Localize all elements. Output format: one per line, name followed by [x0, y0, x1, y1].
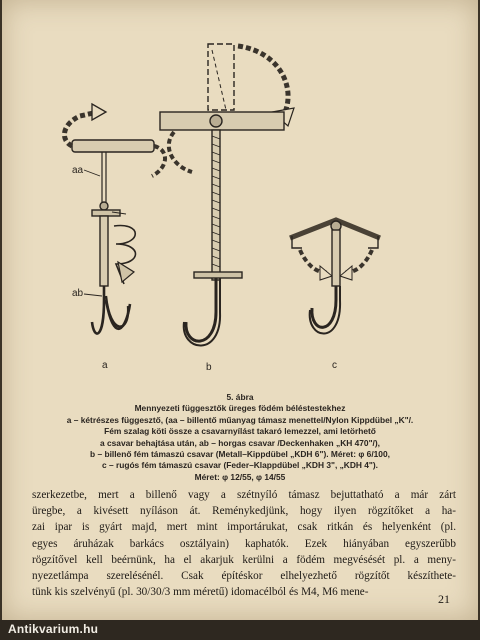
text-line: üregbe, a kivésett nyíláson át. Reménykedjünk, hogy ilyen rögzítőket a ha- — [32, 505, 456, 518]
caption-line: Fém szalag köti össze a csavarnyílást takaró lemezzel, ami letörhető — [104, 426, 376, 437]
figure-caption — [30, 392, 450, 483]
text-line: egyes áruházak barkács osztályain) kaphatók. Ezek hiányában egyszerűbb — [32, 537, 456, 550]
caption-line: a csavar behajtása után, ab – horgas csavar /Deckenhaken „KH 470"/), — [99, 437, 380, 448]
text-line: zai ipar is gyárt majd, mert mint importárukat, csak ritkán és helyenként (pl. — [32, 521, 456, 534]
fig-a-screw — [100, 216, 108, 286]
caption-line: Méret: φ 12/55, φ 14/55 — [194, 471, 286, 482]
watermark-bar — [0, 620, 480, 640]
caption-title: 5. ábra — [226, 392, 254, 402]
text-line: szerkezetbe, mert a billenő vagy a szétnyíló támasz bejuttatható a már zárt — [32, 489, 456, 501]
text-line: nyezetlámpa szerelésénél. Csak építéskor elhelyezhető rögzítőt készíthete- — [32, 570, 456, 583]
text-line: rögzítővel kell beérnünk, ha el akarjuk kerülni a födém megvésését pl. a meny- — [32, 553, 456, 566]
watermark-text: Antikvarium.hu — [8, 622, 99, 636]
label-b: b — [206, 362, 212, 373]
caption-subtitle: Mennyezeti függesztők üreges födém béléstestekhez — [134, 403, 346, 414]
label-a: a — [102, 360, 108, 371]
text-line: tünk kis szelvényű (pl. 30/30/3 mm méretű) idomacélból és M4, M6 mene- — [32, 586, 369, 599]
fig-a-hook — [92, 286, 130, 334]
figure-b — [160, 44, 294, 346]
fig-c-rod — [332, 230, 340, 286]
fig-b-rotation-arc-2 — [169, 132, 192, 172]
fig-a-washer — [92, 210, 120, 216]
figure-c — [290, 220, 380, 334]
fig-a-arrow — [92, 104, 106, 120]
book-page — [2, 0, 478, 620]
fig-b-washer — [194, 272, 242, 278]
caption-line: b – billenő fém támaszú csavar (Metall–Kippdübel „KDH 6"). Méret: φ 6/100, — [90, 449, 390, 460]
figure-a — [64, 104, 165, 334]
callout-ab: ab — [72, 288, 84, 299]
body-paragraph — [32, 487, 456, 600]
fig-b-hook — [186, 278, 216, 341]
page-number: 21 — [438, 592, 450, 606]
hook-diagrams — [2, 0, 478, 390]
label-c: c — [332, 360, 337, 371]
fig-c-hook — [312, 286, 336, 327]
caption-line: a – kétrészes függesztő, (aa – billentő műanyag támasz menettel/Nylon Kippdübel „K"/. — [66, 414, 414, 425]
fig-a-plate — [72, 140, 154, 152]
caption-line: c – rugós fém támaszú csavar (Feder–Klappdübel „KDH 3", „KDH 4"). — [101, 460, 378, 471]
fig-b-rotated-toggle — [208, 44, 234, 110]
fig-b-rotation-arc — [238, 46, 288, 118]
callout-aa: aa — [72, 165, 84, 176]
figure-5 — [2, 0, 478, 390]
fig-a-nut — [100, 202, 108, 210]
fig-b-pivot — [210, 115, 222, 127]
